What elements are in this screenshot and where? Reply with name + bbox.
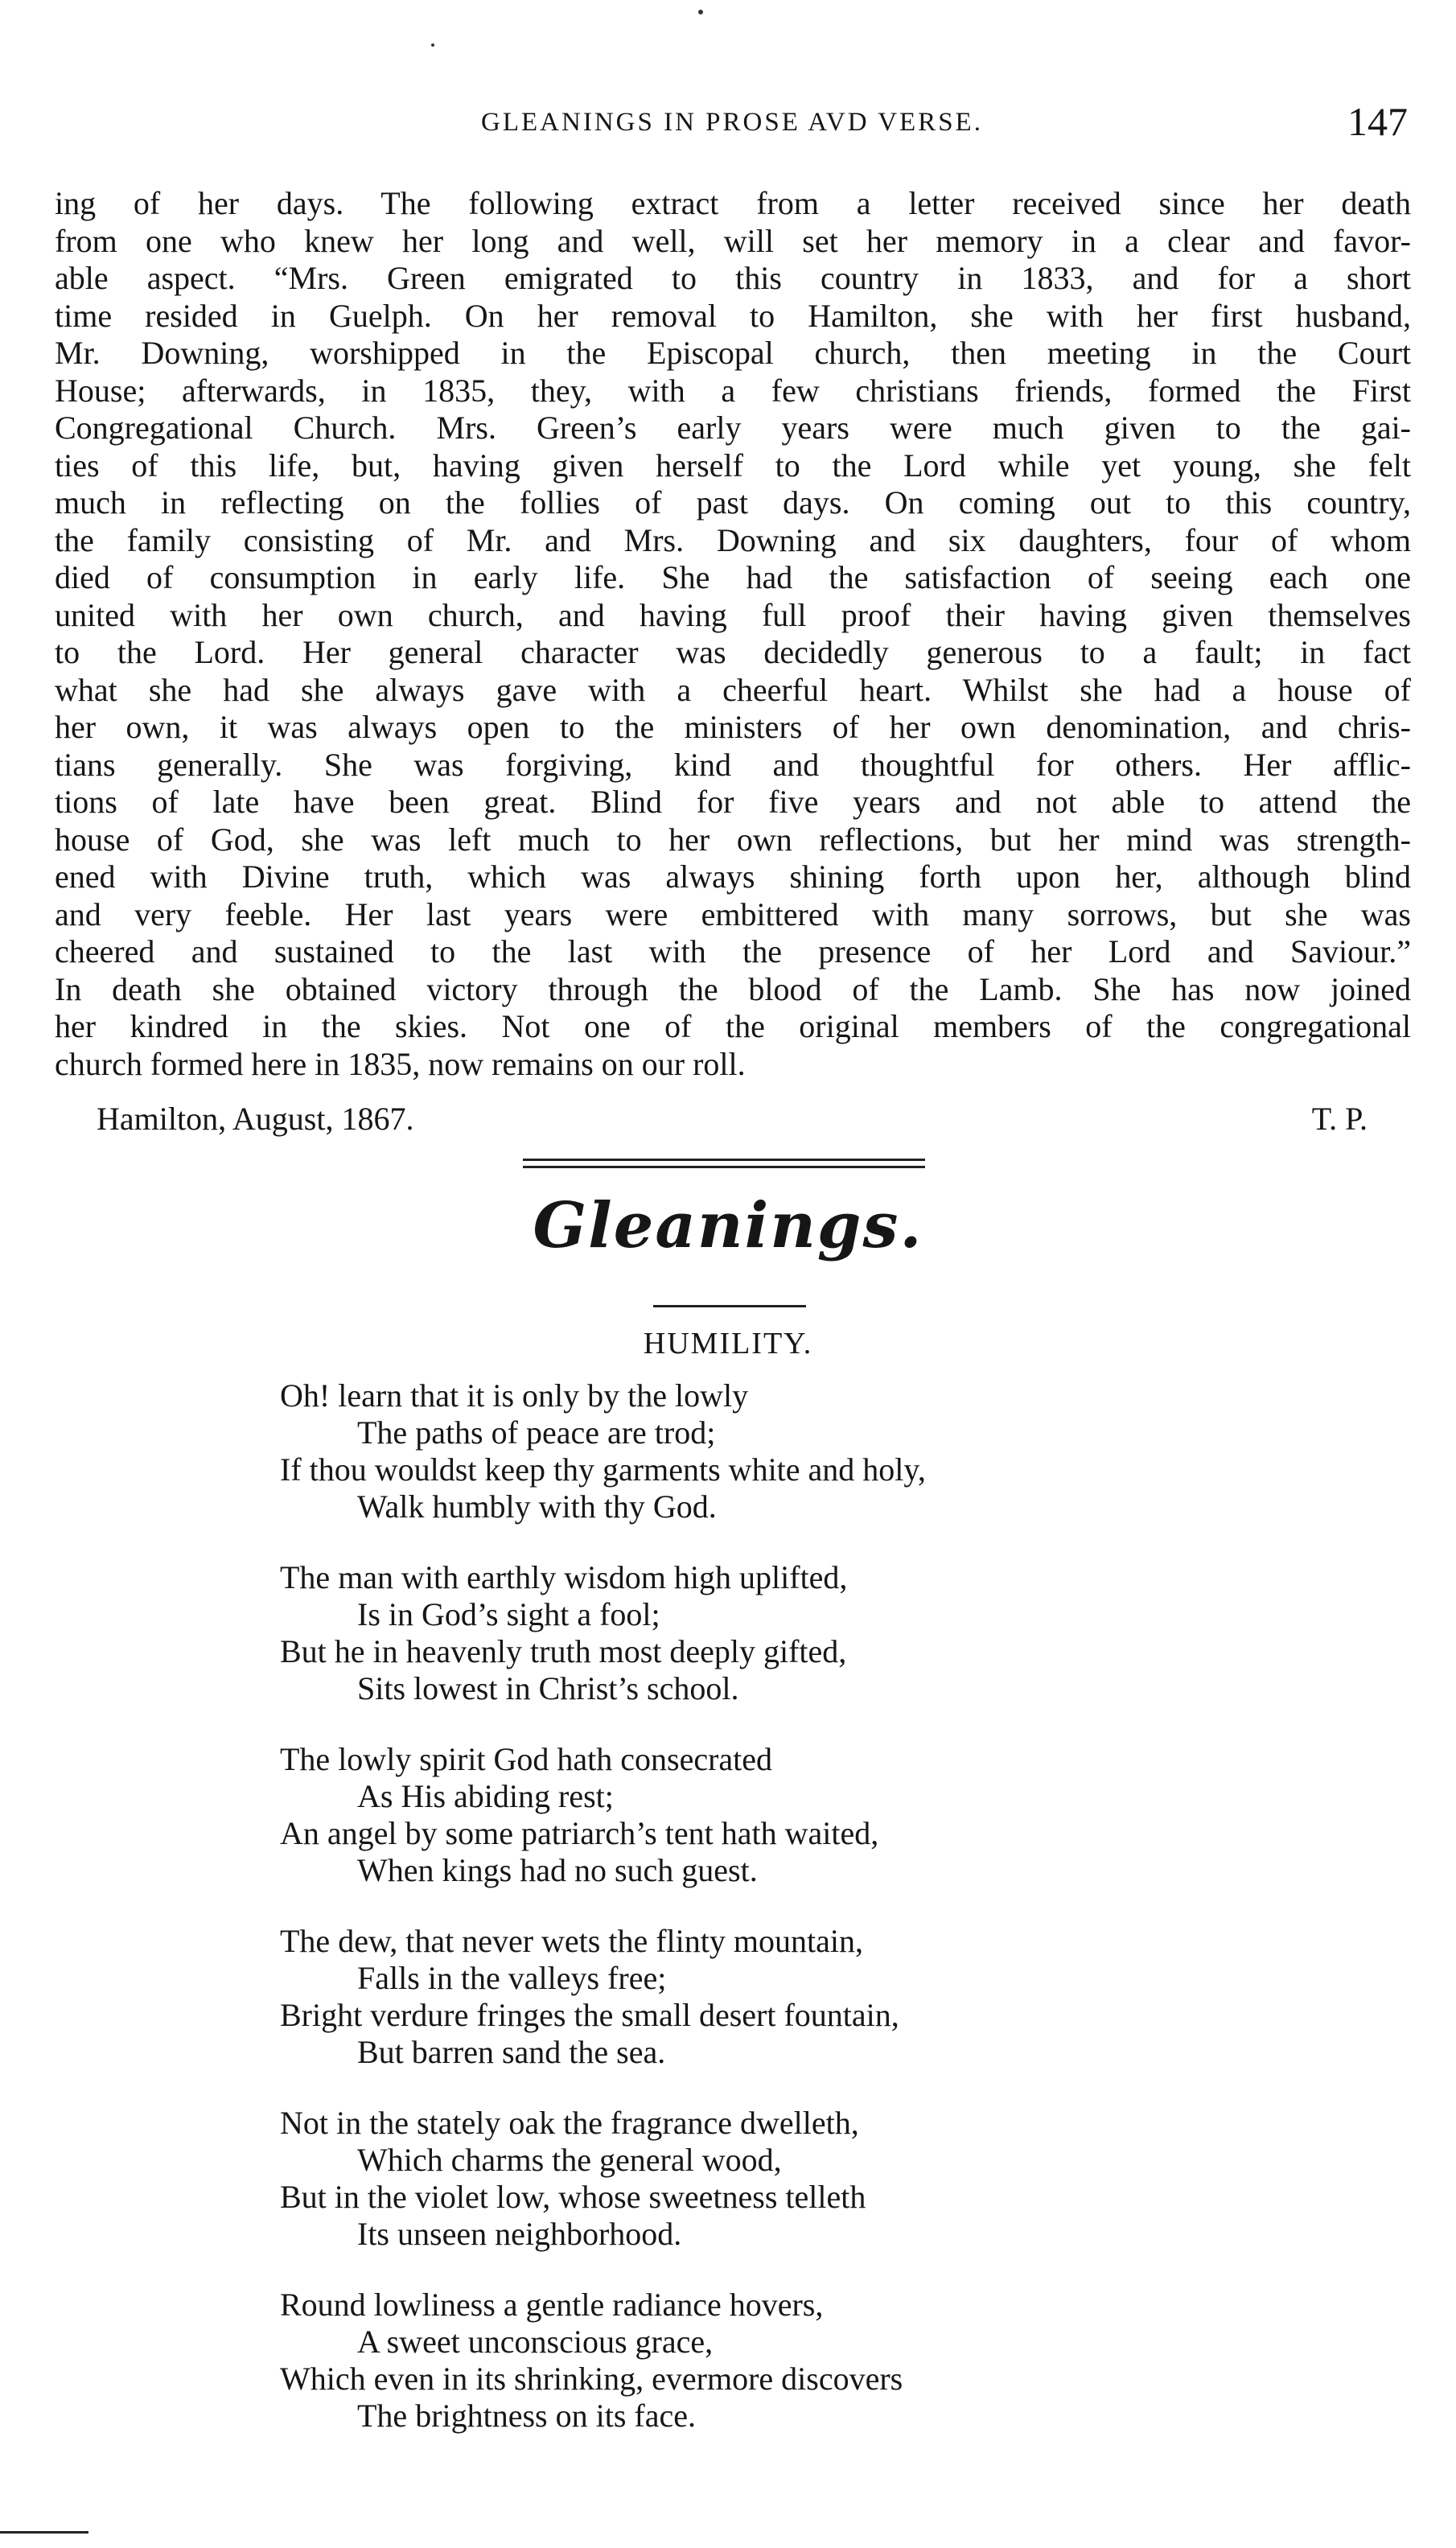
prose-line: her own, it was always open to the ministers of her own denomination, and chris- xyxy=(55,709,1411,745)
prose-line: cheered and sustained to the last with the presence of her Lord and Saviour.” xyxy=(55,933,1411,969)
prose-line: time resided in Guelph. On her removal to Hamilton, she with her first husband, xyxy=(55,297,1411,334)
prose-line: ened with Divine truth, which was always shining forth upon her, although blind xyxy=(55,858,1411,895)
page-header xyxy=(56,99,1408,151)
page-number: 147 xyxy=(1347,99,1408,144)
double-rule-divider xyxy=(523,1159,925,1168)
verse-line: The man with earthly wisdom high uplifted, xyxy=(280,1559,848,1595)
prose-line: church formed here in 1835, now remains on our roll. xyxy=(55,1045,746,1082)
prose-line: much in reflecting on the follies of past days. On coming out to this country, xyxy=(55,484,1411,521)
verse-line: A sweet unconscious grace, xyxy=(357,2324,714,2360)
prose-line: Mr. Downing, worshipped in the Episcopal church, then meeting in the Court xyxy=(55,335,1411,371)
prose-line: and very feeble. Her last years were embittered with many sorrows, but she was xyxy=(55,895,1411,932)
verse-line: Oh! learn that it is only by the lowly xyxy=(280,1377,749,1414)
prose-line: what she had she always gave with a cheerful heart. Whilst she had a house of xyxy=(55,671,1411,708)
prose-line: to the Lord. Her general character was decidedly generous to a fault; in fact xyxy=(55,634,1411,670)
verse-line: As His abiding rest; xyxy=(357,1778,614,1814)
verse-line: Not in the stately oak the fragrance dwelleth, xyxy=(280,2105,859,2141)
verse-line: Bright verdure fringes the small desert fountain, xyxy=(280,1997,899,2033)
verse-line: When kings had no such guest. xyxy=(357,1852,758,1888)
prose-line: the family consisting of Mr. and Mrs. Downing and six daughters, four of whom xyxy=(55,521,1411,558)
prose-line: able aspect. “Mrs. Green emigrated to this country in 1833, and for a short xyxy=(55,260,1411,296)
verse-line: The brightness on its face. xyxy=(357,2398,696,2434)
prose-line: her kindred in the skies. Not one of the original members of the congregational xyxy=(55,1008,1411,1044)
verse-line: Its unseen neighborhood. xyxy=(357,2216,682,2252)
verse-line: The lowly spirit God hath consecrated xyxy=(280,1741,773,1777)
poem xyxy=(280,1377,1245,2468)
verse-line: But barren sand the sea. xyxy=(357,2034,666,2070)
verse-line: But in the violet low, whose sweetness telleth xyxy=(280,2179,866,2215)
prose-line: In death she obtained victory through the blood of the Lamb. She has now joined xyxy=(55,970,1411,1007)
verse-line: If thou wouldst keep thy garments white and holy, xyxy=(280,1451,926,1488)
prose-line: ties of this life, but, having given herself to the Lord while yet young, she felt xyxy=(55,447,1411,484)
page-edge-mark xyxy=(0,2531,88,2534)
verse-line: But he in heavenly truth most deeply gifted, xyxy=(280,1633,847,1669)
stanza xyxy=(280,2287,1245,2435)
stanza xyxy=(280,1559,1245,1707)
prose-line: tians generally. She was forgiving, kind and thoughtful for others. Her afflic- xyxy=(55,746,1411,783)
prose-line: ing of her days. The following extract from a letter received since her death xyxy=(55,185,1411,221)
prose-line: house of God, she was left much to her own reflections, but her mind was strength- xyxy=(55,821,1411,858)
verse-line: The paths of peace are trod; xyxy=(357,1414,716,1451)
signoff-place-date: Hamilton, August, 1867. xyxy=(97,1101,414,1137)
verse-line: Is in God’s sight a fool; xyxy=(357,1596,660,1632)
verse-line: Walk humbly with thy God. xyxy=(357,1488,717,1525)
verse-line: Sits lowest in Christ’s school. xyxy=(357,1670,739,1706)
verse-line: Which charms the general wood, xyxy=(357,2142,782,2178)
signoff-initials: T. P. xyxy=(1311,1101,1368,1137)
stanza xyxy=(280,1923,1245,2071)
short-rule-divider xyxy=(653,1305,806,1307)
ink-speck xyxy=(698,10,703,14)
prose-paragraph xyxy=(55,185,1411,1083)
prose-line: Congregational Church. Mrs. Green’s early years were much given to the gai- xyxy=(55,410,1411,446)
verse-line: Round lowliness a gentle radiance hovers, xyxy=(280,2287,824,2323)
poem-title: HUMILITY. xyxy=(643,1327,813,1360)
ink-speck xyxy=(431,43,434,47)
running-title: GLEANINGS IN PROSE AVD VERSE. xyxy=(481,108,983,137)
prose-line: united with her own church, and having full proof their having given themselves xyxy=(55,596,1411,633)
section-title: Gleanings. xyxy=(533,1189,923,1262)
prose-line: House; afterwards, in 1835, they, with a few christians friends, formed the First xyxy=(55,372,1411,409)
stanza xyxy=(280,2105,1245,2253)
verse-line: Falls in the valleys free; xyxy=(357,1960,667,1996)
verse-line: Which even in its shrinking, evermore discovers xyxy=(280,2361,903,2397)
verse-line: The dew, that never wets the flinty mountain, xyxy=(280,1923,863,1959)
stanza xyxy=(280,1377,1245,1525)
verse-line: An angel by some patriarch’s tent hath waited, xyxy=(280,1815,879,1851)
prose-line: died of consumption in early life. She had the satisfaction of seeing each one xyxy=(55,559,1411,595)
prose-line: tions of late have been great. Blind for five years and not able to attend the xyxy=(55,784,1411,820)
stanza xyxy=(280,1741,1245,1889)
prose-line: from one who knew her long and well, will set her memory in a clear and favor- xyxy=(55,222,1411,259)
